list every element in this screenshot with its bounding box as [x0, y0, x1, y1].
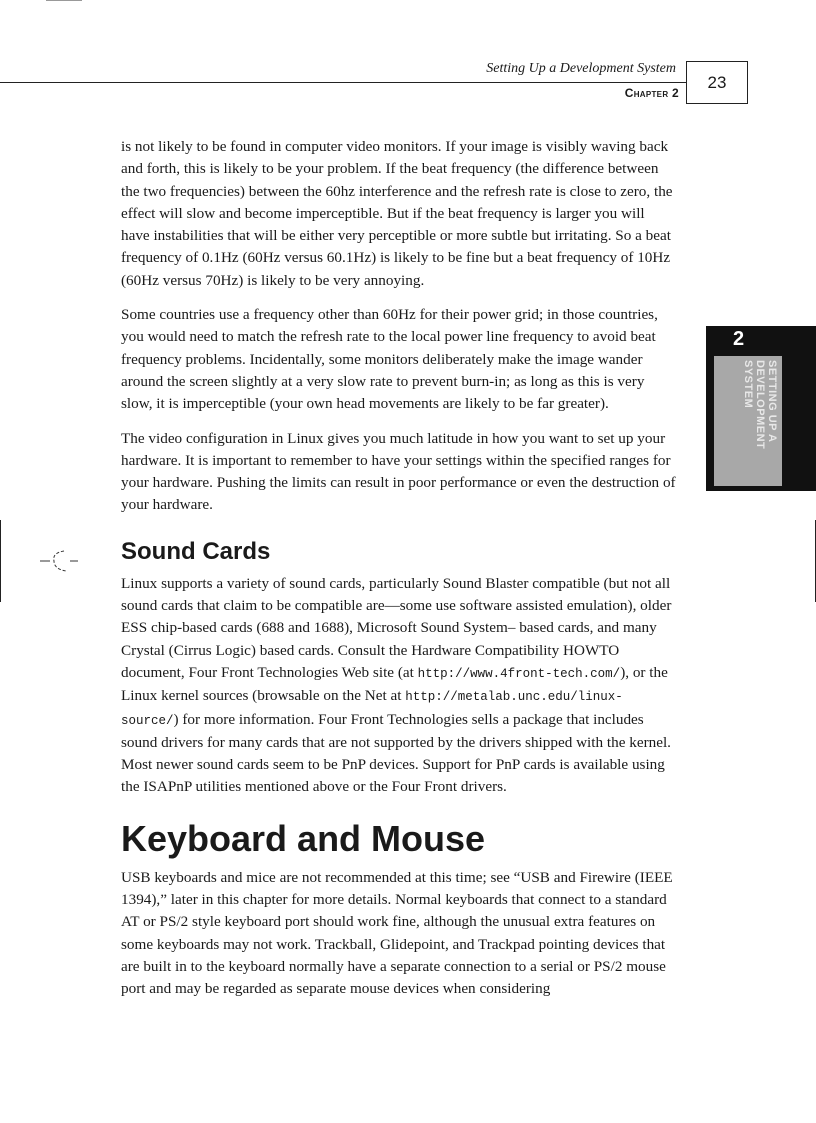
running-header-title: Setting Up a Development System: [486, 61, 676, 76]
chapter-thumb-tab: [706, 326, 816, 491]
paragraph-beat-frequency: is not likely to be found in computer video monitors. If your image is visibly waving back and forth, this is likely to be your problem. If the beat frequency (the difference between the two frequencies) between the 60hz interference and the refresh rate is close to zero, the effect will slow and become imperceptible. But if the beat frequency is larger you will have instabilities that will be either very perceptible or more subtle but irritating. So a beat frequency of 0.1Hz (60Hz versus 60.1Hz) is likely to be fine but a beat frequency of 10Hz (60Hz versus 70Hz) is likely to be very annoying.: [121, 138, 673, 289]
paragraph-power-grid: Some countries use a frequency other than 60Hz for their power grid; in those countries, you would need to match the refresh rate to the local power line frequency to avoid beat frequency problems. Incidentally, some monitors deliberately make the image wander around the screen slightly at a very slow rate to prevent burn-in; as long as this is very slow, it is imperceptible (your own head movements are likely to be far greater).: [121, 306, 658, 413]
tab-chapter-number: 2: [733, 328, 745, 350]
tab-title-line-3: SYSTEM: [742, 360, 754, 409]
page-number-box: [686, 61, 748, 104]
header-rule: [0, 82, 700, 83]
paragraph-video-config: The video configuration in Linux gives you much latitude in how you want to set up your hardware. It is important to remember to have your settings within the specified ranges for your hardware. Pushing the limits can result in poor performance or even the destruction of your hardware.: [121, 429, 676, 514]
crop-mark-icon: [40, 549, 80, 573]
chapter-label-text: Chapter 2: [624, 86, 679, 100]
heading-sound-cards: Sound Cards: [121, 537, 271, 565]
paragraph-keyboard-mouse: USB keyboards and mice are not recommended at this time; see “USB and Firewire (IEEE 1394),” later in this chapter for more details. Normal keyboards that connect to a standard AT or PS/2 style keyboard port should work fine, although the unusual extra features on some keyboards may not work. Trackball, Glidepoint, and Trackpad pointing devices that are built in to the keyboard normally have a separate connection to a serial or PS/2 mouse port and may be regarded as separate mouse devices when considering: [121, 868, 673, 998]
top-corner-rule: [46, 0, 82, 1]
left-margin-rule: [0, 520, 1, 602]
sound-text-b: ), or the Linux kernel sources (browsable on the Net at: [121, 663, 668, 705]
tab-chapter-title: [718, 360, 778, 482]
page-content: [121, 136, 676, 1013]
sound-text-c: ) for more information. Four Front Technologies sells a package that includes sound drivers for many cards that are not supported by the drivers shipped with the kernel. Most newer sound cards seem to be PnP devices. Support for PnP cards is available using the ISAPnP utilities mentioned above or the Four Front drivers.: [121, 710, 671, 796]
url-metalab: http://metalab.unc.edu/linux-source/: [121, 690, 623, 728]
heading-keyboard-mouse: Keyboard and Mouse: [121, 817, 486, 859]
page-number: 23: [707, 72, 727, 92]
sound-text-a: Linux supports a variety of sound cards, particularly Sound Blaster compatible (but not all sound cards that claim to be compatible are—some use software assisted emulation), older ESS chip-based cards (688 and 1688), Microsoft Sound System– based cards, and many Crystal (Cirrus Logic) based cards. Consult the Hardware Compatibility HOWTO document, Four Front Technologies Web site (at: [121, 574, 672, 681]
paragraph-sound-cards: [121, 573, 676, 799]
chapter-label: [625, 86, 679, 100]
tab-title-line-1: SETTING UP A: [766, 360, 778, 443]
tab-title-line-2: DEVELOPMENT: [754, 360, 766, 450]
url-4front: http://www.4front-tech.com/: [417, 666, 621, 681]
